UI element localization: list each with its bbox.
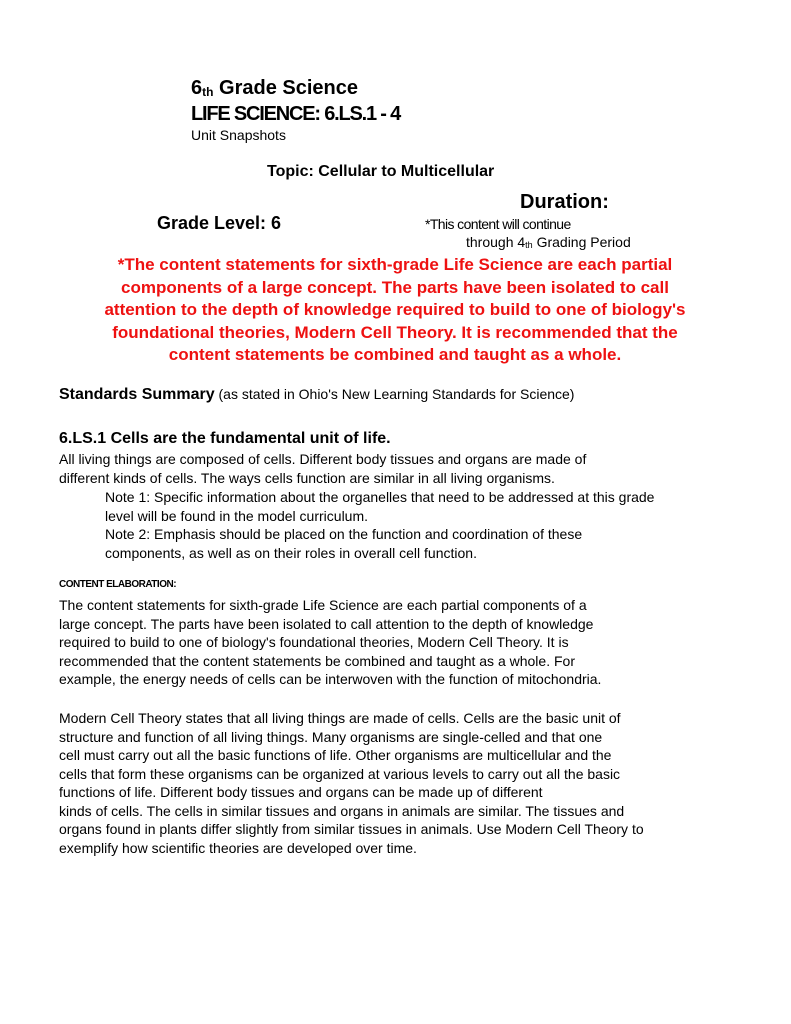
- body-line: recommended that the content statements be combined and taught as a whole. For: [59, 652, 575, 669]
- body-line: different kinds of cells. The ways cells function are similar in all living organisms.: [59, 469, 555, 486]
- body-line: Modern Cell Theory states that all living things are made of cells. Cells are the basic unit of: [59, 710, 621, 726]
- continue-note-line2: [466, 234, 631, 250]
- body-line: The content statements for sixth-grade Life Science are each partial components of a: [59, 597, 587, 613]
- body-line: organs found in plants differ slightly from similar tissues in animals. Use Modern Cell Theory to: [59, 821, 644, 837]
- note-line: Note 1: Specific information about the organelles that need to be addressed at this grade: [105, 489, 655, 505]
- body-line: cells that form these organisms can be organized at various levels to carry out all the basic: [59, 765, 621, 782]
- topic-heading: Topic: Cellular to Multicellular: [267, 163, 495, 180]
- ls1-body: [59, 450, 586, 487]
- grade-title: [191, 77, 358, 100]
- notice-line: components of a large concept. The parts have been isolated to call: [121, 277, 669, 297]
- content-elaboration-label: CONTENT ELABORATION:: [59, 579, 177, 590]
- ls1-heading: 6.LS.1 Cells are the fundamental unit of life.: [59, 430, 391, 447]
- body-line: structure and function of all living things. Many organisms are single-celled and that one: [59, 728, 603, 745]
- life-science-title: LIFE SCIENCE: 6.LS.1 - 4: [191, 103, 401, 125]
- body-line: cell must carry out all the basic functions of life. Other organisms are multicellular and the: [59, 747, 612, 763]
- duration-label: Duration:: [520, 191, 609, 213]
- standards-title: Standards Summary: [59, 386, 215, 403]
- notice-line: foundational theories, Modern Cell Theory. It is recommended that the: [112, 322, 678, 342]
- body-line: required to build to one of biology's foundational theories, Modern Cell Theory. It is: [59, 634, 569, 650]
- continue-pre: through 4: [466, 234, 526, 250]
- grade-suffix: th: [202, 85, 214, 99]
- body-line: example, the energy needs of cells can be interwoven with the function of mitochondria.: [59, 671, 602, 687]
- grade-title-rest: Grade Science: [213, 77, 358, 99]
- body-line: kinds of cells. The cells in similar tissues and organs in animals are similar. The tissues and: [59, 802, 625, 819]
- notes-block: [105, 488, 654, 562]
- notice-line: content statements be combined and taught as a whole.: [168, 345, 622, 364]
- body-line: exemplify how scientific theories are developed over time.: [59, 839, 417, 856]
- note-line: level will be found in the model curriculum.: [105, 507, 369, 524]
- continue-suffix: th: [525, 240, 533, 250]
- standards-summary: [59, 386, 574, 404]
- unit-snapshots-label: Unit Snapshots: [191, 127, 286, 143]
- note-line: Note 2: Emphasis should be placed on the function and coordination of these: [105, 526, 583, 542]
- body-line: All living things are composed of cells. Different body tissues and organs are made of: [59, 451, 587, 467]
- grade-number: 6: [191, 77, 203, 99]
- notice-line: *The content statements for sixth-grade Life Science are each partial: [117, 255, 673, 274]
- body-line: large concept. The parts have been isolated to call attention to the depth of knowledge: [59, 615, 594, 632]
- note-line: components, as well as on their roles in overall cell function.: [105, 544, 477, 561]
- standards-note: (as stated in Ohio's New Learning Standards for Science): [214, 386, 575, 402]
- notice-line: attention to the depth of knowledge required to build to one of biology's: [104, 300, 686, 319]
- continue-post: Grading Period: [532, 234, 631, 250]
- grade-level: Grade Level: 6: [157, 213, 282, 233]
- elaboration-paragraph-2: [59, 709, 644, 857]
- elaboration-paragraph-1: [59, 596, 601, 689]
- notice-block: [55, 254, 735, 367]
- continue-note-line1: *This content will continue: [425, 216, 571, 232]
- body-line: functions of life. Different body tissues and organs can be made up of different: [59, 784, 543, 800]
